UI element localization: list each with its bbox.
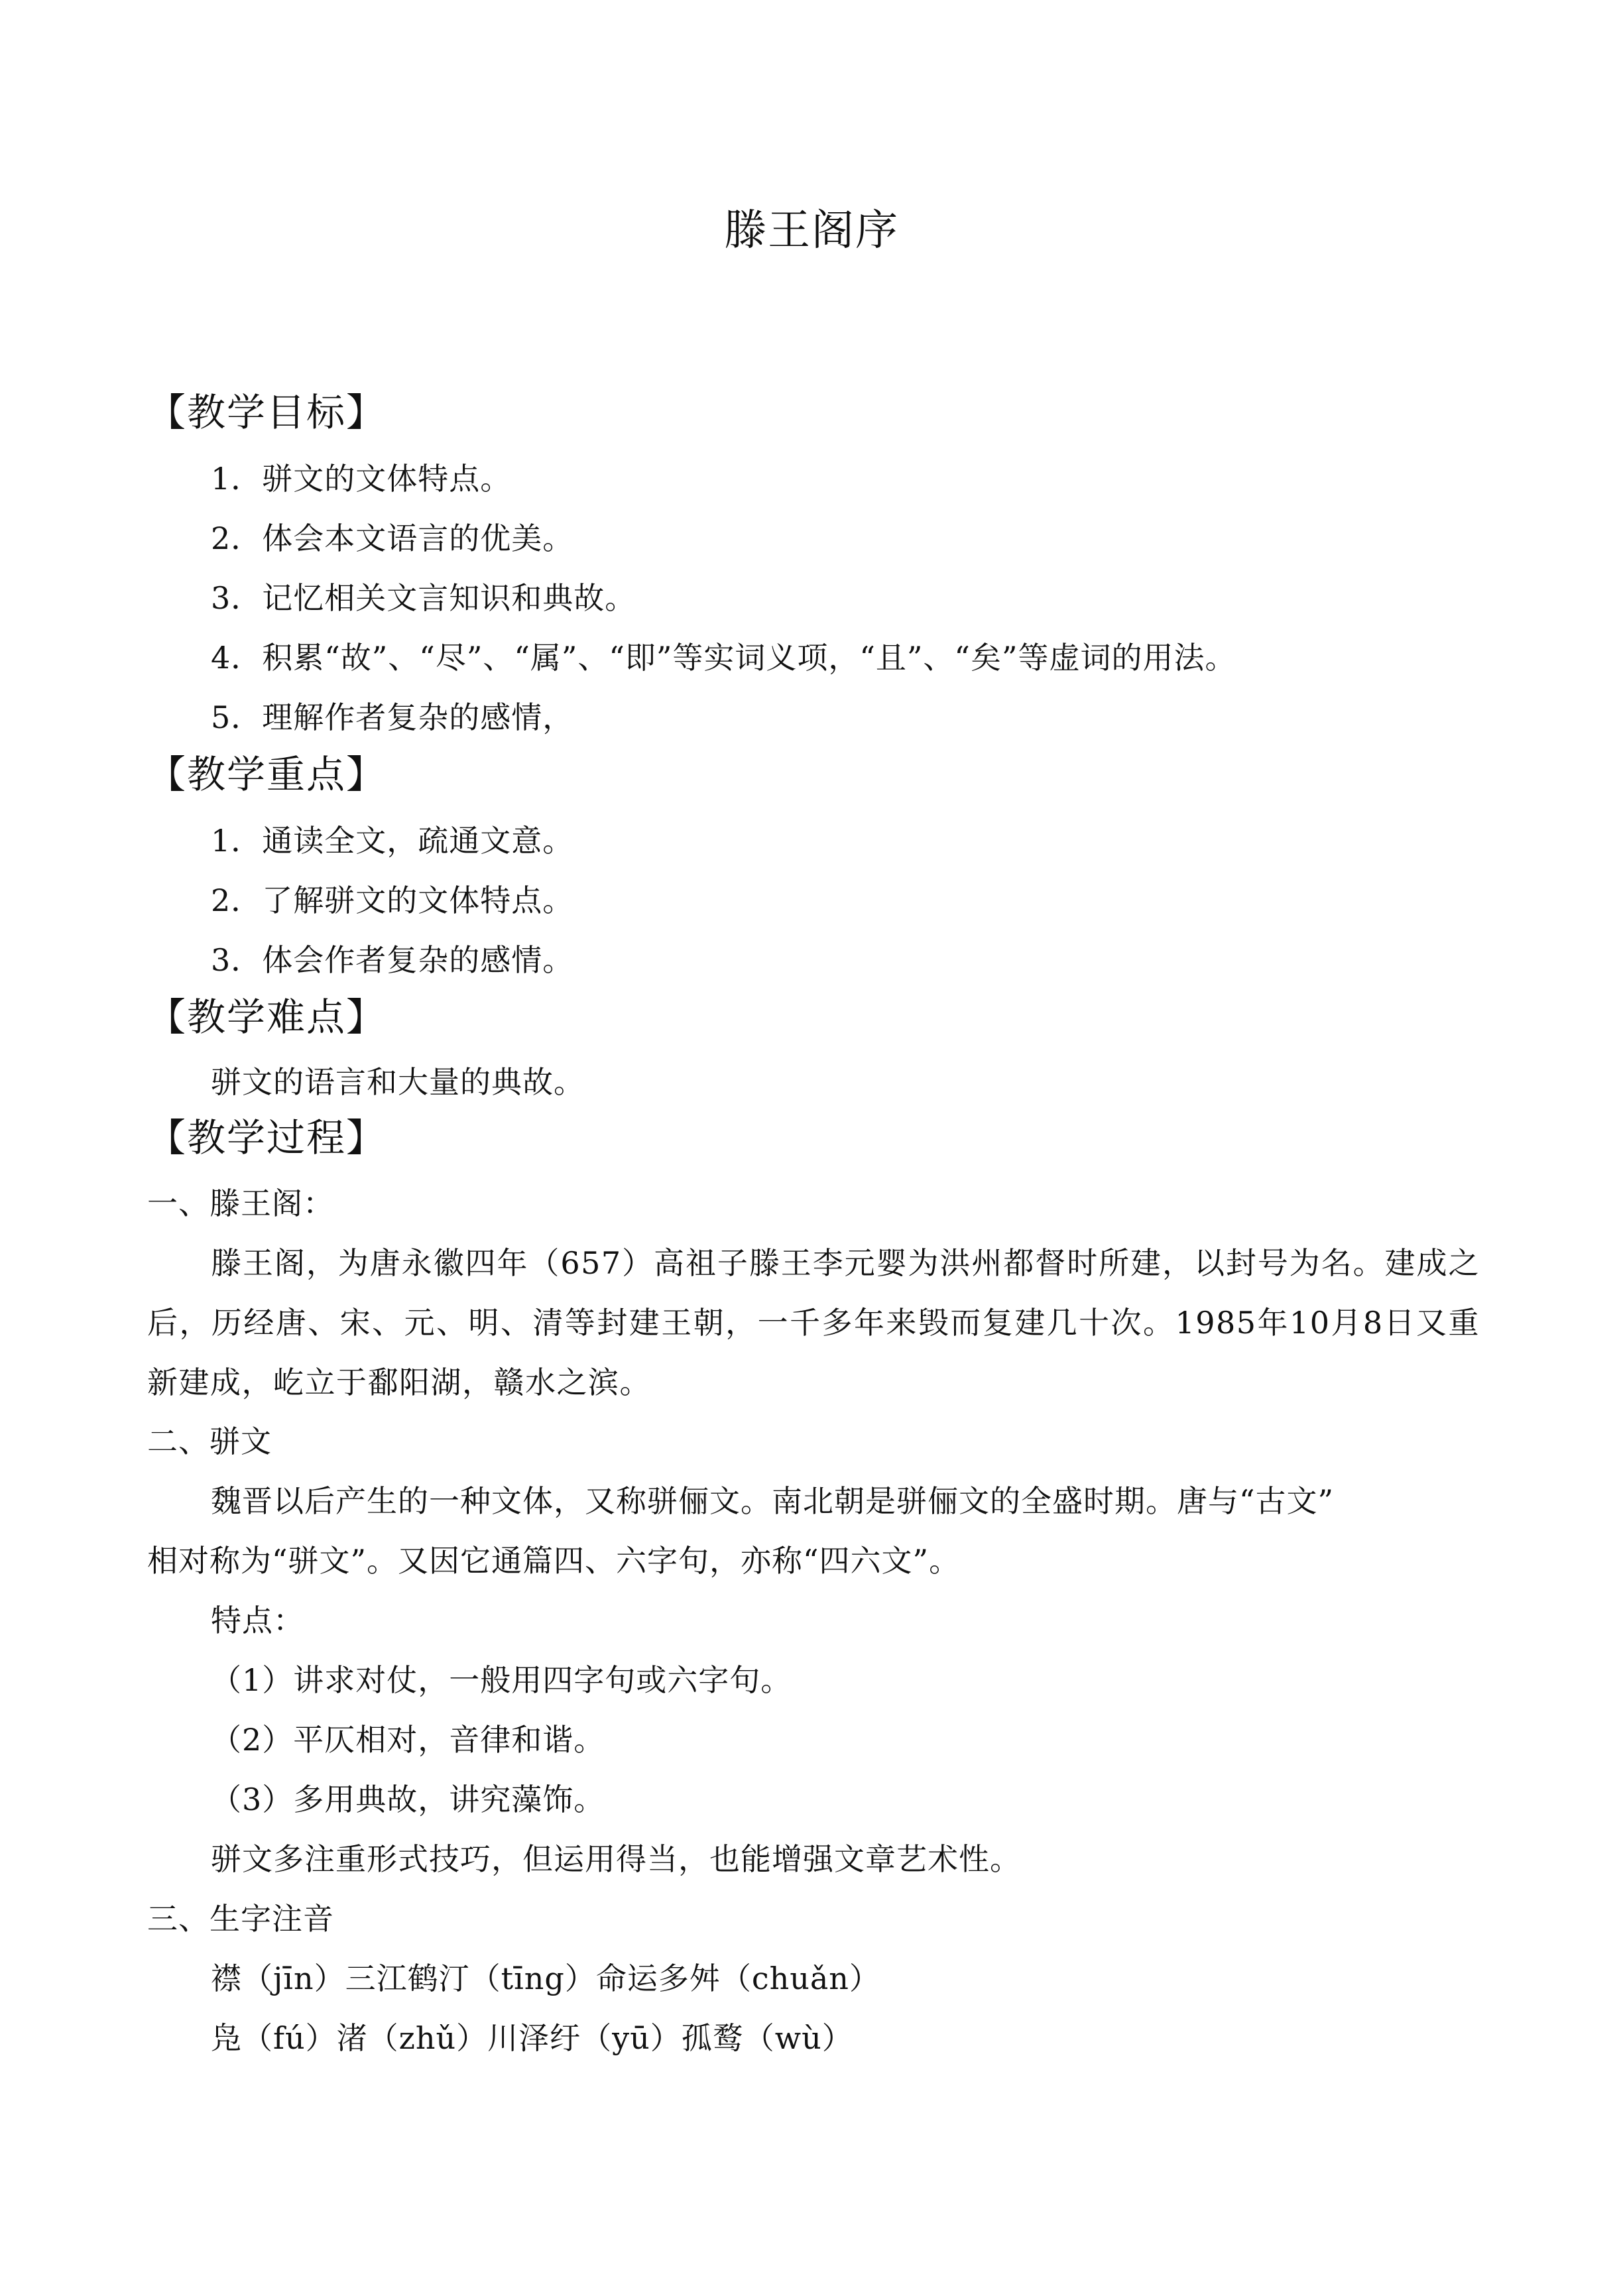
part1-paragraph: 滕王阁，为唐永徽四年（657）高祖子滕王李元婴为洪州都督时所建，以封号为名。建成之后，历经唐、宋、元、明、清等封建王朝，一千多年来毁而复建几十次。1985年10月8日又重新建成，屹立于鄱阳湖，赣水之滨。 xyxy=(147,1245,1480,1400)
part1-heading: 一、滕王阁： xyxy=(147,1185,334,1221)
key-point-item-1: 1．通读全文，疏通文意。 xyxy=(211,823,574,859)
features-label: 特点： xyxy=(211,1602,304,1638)
part3-heading: 三、生字注音 xyxy=(147,1901,334,1937)
objectives-heading: 【教学目标】 xyxy=(147,390,387,435)
objective-item-2: 2．体会本文语言的优美。 xyxy=(211,520,574,556)
part2-paragraph-line1: 魏晋以后产生的一种文体，又称骈俪文。南北朝是骈俪文的全盛时期。唐与“古文” xyxy=(211,1483,1335,1519)
feature-item-2: （2）平仄相对，音律和谐。 xyxy=(211,1722,605,1758)
objective-item-5: 5．理解作者复杂的感情， xyxy=(211,699,574,735)
part2-paragraph-line2: 相对称为“骈文”。又因它通篇四、六字句，亦称“四六文”。 xyxy=(147,1543,961,1579)
key-point-item-3: 3．体会作者复杂的感情。 xyxy=(211,942,574,978)
difficulties-text: 骈文的语言和大量的典故。 xyxy=(211,1064,585,1100)
feature-item-1: （1）讲求对仗，一般用四字句或六字句。 xyxy=(211,1662,792,1698)
key-points-heading: 【教学重点】 xyxy=(147,752,387,797)
pronunciation-line-2: 凫（fú）渚（zhǔ）川泽纡（yū）孤鹜（wù） xyxy=(211,2020,853,2056)
difficulties-heading: 【教学难点】 xyxy=(147,995,387,1040)
process-heading: 【教学过程】 xyxy=(147,1115,387,1160)
part2-summary: 骈文多注重形式技巧，但运用得当，也能增强文章艺术性。 xyxy=(211,1841,1021,1877)
objective-item-1: 1．骈文的文体特点。 xyxy=(211,461,512,497)
page-title: 滕王阁序 xyxy=(724,206,899,255)
feature-item-3: （3）多用典故，讲究藻饰。 xyxy=(211,1782,605,1817)
part2-heading: 二、骈文 xyxy=(147,1423,272,1459)
objective-item-3: 3．记忆相关文言知识和典故。 xyxy=(211,580,636,616)
objective-item-4: 4．积累“故”、“尽”、“属”、“即”等实词义项，“且”、“矣”等虚词的用法。 xyxy=(211,640,1236,676)
pronunciation-line-1: 襟（jīn）三江鹤汀（tīng）命运多舛（chuǎn） xyxy=(211,1961,880,1996)
key-point-item-2: 2．了解骈文的文体特点。 xyxy=(211,882,574,918)
